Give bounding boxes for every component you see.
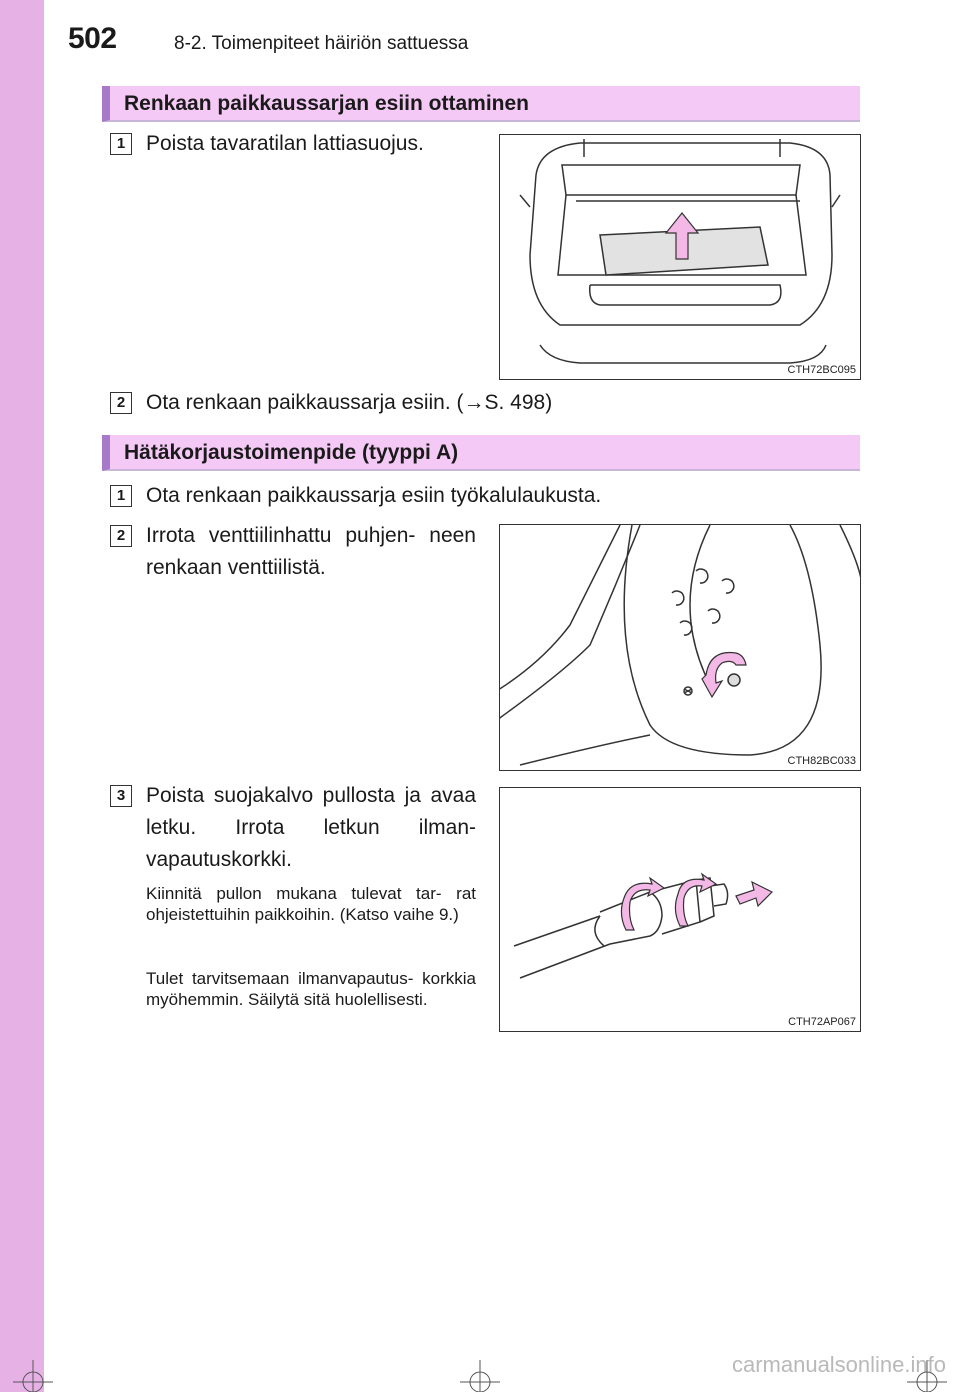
- figure-valve-cap: [499, 524, 861, 771]
- section-title: Renkaan paikkaussarjan esiin ottaminen: [124, 92, 529, 115]
- figure-trunk: [499, 134, 861, 380]
- step-number: 1: [110, 485, 132, 507]
- page-number: 502: [68, 22, 117, 55]
- step-text: Irrota venttiilinhattu puhjen- neen renkaan venttiilistä.: [146, 524, 476, 579]
- step-number: 3: [110, 785, 132, 807]
- registration-mark-icon: [8, 1352, 58, 1392]
- step-number: 1: [110, 133, 132, 155]
- note-text: Tulet tarvitsemaan ilmanvapautus- korkkia myöhemmin. Säilytä sitä huolellisesti.: [146, 969, 476, 1009]
- chapter-title: 8-2. Toimenpiteet häiriön sattuessa: [174, 33, 469, 54]
- valve-illustration: [500, 525, 861, 771]
- note-text: Kiinnitä pullon mukana tulevat tar- rat ohjeistettuihin paikkoihin. (Katso vaihe 9.): [146, 884, 476, 924]
- step-text: Poista tavaratilan lattiasuojus.: [146, 132, 424, 155]
- figure-code: CTH72BC095: [787, 364, 856, 376]
- rotate-arrow-icon: [621, 878, 664, 930]
- step-text: Poista suojakalvo pullosta ja avaa letku. Irrota letkun ilman- vapautuskorkki.: [146, 784, 476, 871]
- section-header-repair-procedure: [102, 435, 860, 471]
- step-number: 2: [110, 392, 132, 414]
- registration-mark-icon: [902, 1352, 952, 1392]
- step-text: Ota renkaan paikkaussarja esiin. (→S. 498): [146, 391, 553, 414]
- right-arrow-icon: [736, 882, 772, 906]
- rotate-arrow-icon: [702, 652, 746, 697]
- step-number: 2: [110, 525, 132, 547]
- section-header-kit-removal: [102, 86, 860, 122]
- side-strip: [0, 0, 44, 1392]
- step-text: Ota renkaan paikkaussarja esiin työkalulaukusta.: [146, 484, 602, 507]
- figure-code: CTH82BC033: [787, 755, 856, 767]
- registration-mark-icon: [455, 1352, 505, 1392]
- watermark: carmanualsonline.info: [731, 1352, 946, 1377]
- bottle-illustration: [500, 788, 861, 1032]
- figure-code: CTH72AP067: [788, 1016, 856, 1028]
- trunk-illustration: [500, 135, 861, 380]
- section-title: Hätäkorjaustoimenpide (tyyppi A): [124, 441, 459, 464]
- figure-bottle-hose: [499, 787, 861, 1032]
